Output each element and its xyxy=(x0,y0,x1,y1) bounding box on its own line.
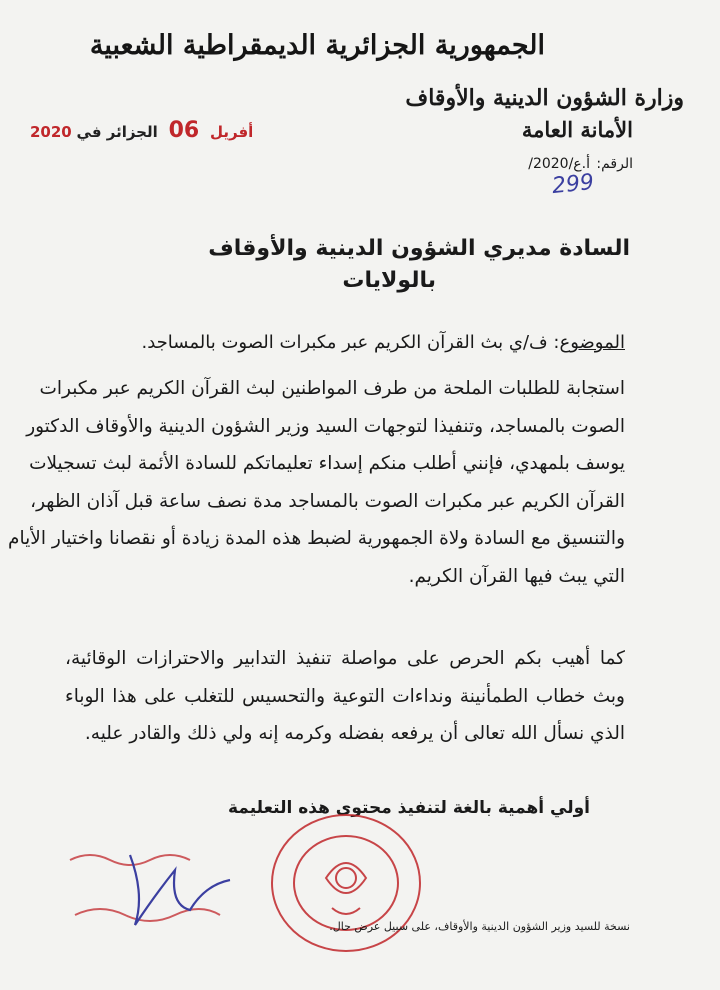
paragraph-line: كما أهيب بكم الحرص على مواصلة تنفيذ التدابير والاحترازات الوقائية، xyxy=(65,648,625,669)
copy-note: نسخة للسيد وزير الشؤون الدينية والأوقاف، على سبيل عرض حال. xyxy=(329,920,630,933)
paragraph-line: الذي نسأل الله تعالى أن يرفعه بفضله وكرمه إنه ولي ذلك والقادر عليه. xyxy=(84,723,625,744)
reference-handwritten-number: 299 xyxy=(550,169,596,200)
place-date xyxy=(30,118,253,143)
paragraph-line: والتنسيق مع السادة ولاة الجمهورية لضبط هذه المدة زيادة أو نقصانا واختيار الأيام xyxy=(8,528,625,549)
addressee-line-2: بالولايات xyxy=(342,268,436,293)
date-place: الجزائر في xyxy=(76,123,158,141)
reference-label: الرقم: xyxy=(596,156,633,172)
paragraph-line: استجابة للطلبات الملحة من طرف المواطنين لبث القرآن الكريم عبر مكبرات xyxy=(39,378,625,399)
subject-line xyxy=(142,332,626,353)
date-year: 2020 xyxy=(30,123,72,141)
ministry-name: وزارة الشؤون الدينية والأوقاف xyxy=(405,85,684,111)
paragraph-line: الصوت بالمساجد، وتنفيذا لتوجهات السيد وزير الشؤون الدينية والأوقاف الدكتور xyxy=(26,415,625,437)
paragraph-line: وبث خطاب الطمأنينة ونداءات التوعية والتحسيس للتغلب على هذا الوباء xyxy=(65,685,625,707)
addressee-line-1: السادة مديري الشؤون الدينية والأوقاف xyxy=(208,236,630,261)
paragraph-line: القرآن الكريم عبر مكبرات الصوت بالمساجد مدة نصف ساعة قبل آذان الظهر، xyxy=(30,490,625,512)
republic-title: الجمهورية الجزائرية الديمقراطية الشعبية xyxy=(89,30,545,61)
subject-text: : ف/ي بث القرآن الكريم عبر مكبرات الصوت بالمساجد. xyxy=(141,332,560,353)
body-paragraph-2 xyxy=(65,640,625,753)
reference-number: /أ.ع/2020 xyxy=(528,156,590,172)
date-month: أفريل xyxy=(209,123,254,141)
signature-and-stamp xyxy=(60,835,260,945)
final-instruction: أولي أهمية بالغة لتنفيذ محتوى هذه التعليمة xyxy=(228,798,590,818)
ministry-seal-stamp xyxy=(266,808,426,958)
subject-label: الموضوع xyxy=(559,332,625,353)
body-paragraph-1 xyxy=(8,370,625,595)
secretariat-name: الأمانة العامة xyxy=(521,117,633,142)
paragraph-line: التي يبث فيها القرآن الكريم. xyxy=(408,565,625,587)
date-day: 06 xyxy=(168,118,200,143)
paragraph-line: يوسف بلمهدي، فإنني أطلب منكم إسداء تعليماتكم للسادة الأئمة لبث تسجيلات xyxy=(29,453,625,474)
